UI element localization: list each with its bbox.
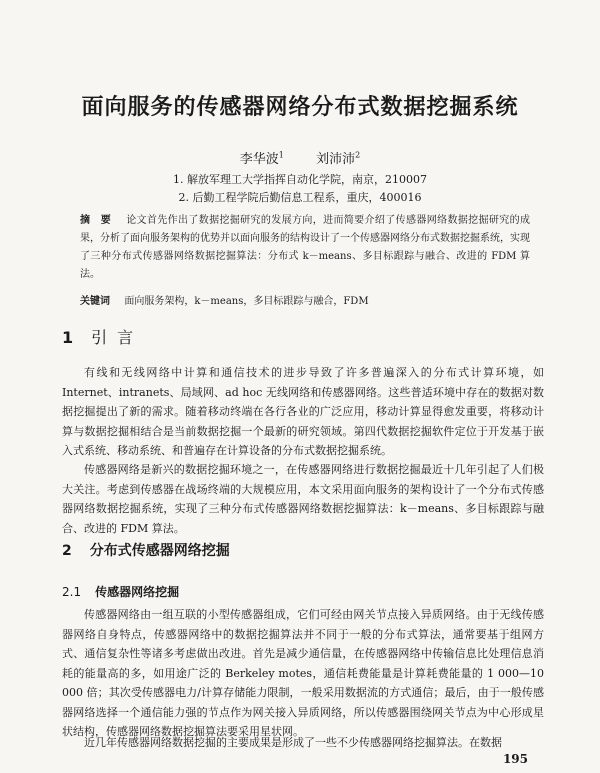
affiliation: 2. 后勤工程学院后勤信息工程系，重庆，400016	[178, 191, 422, 204]
author-affil-mark: 2	[355, 150, 361, 160]
section-heading-intro	[62, 325, 143, 348]
paragraph: 有线和无线网络中计算和通信技术的进步导致了许多普遍深入的分布式计算环境，如 Internet、intranets、局域网、ad hoc 无线网络和传感器网络。这些普适环境中存在的数据对数据挖掘提出了新的需求。随着移动终端在各行各业的广泛应用，移动计算显得愈发重要，将移动计算与数据挖掘相结合是当前数据挖掘一个最新的研究领域。第四代数据挖掘软件定位于开发基于嵌入式系统、移动系统、和普遍存在计算设备的分布式数据挖掘系统。	[62, 366, 544, 457]
authors	[0, 148, 600, 167]
affiliation: 1. 解放军理工大学指挥自动化学院，南京，210007	[173, 173, 427, 186]
author-name: 刘沛沛	[316, 152, 356, 167]
section-heading	[62, 540, 230, 560]
paragraph: 近几年传感器网络数据挖掘的主要成果是形成了一些不少传感器网络挖掘算法。在数据	[84, 736, 502, 749]
subsection-title: 传感器网络挖掘	[95, 585, 180, 599]
section-title: 分布式传感器网络挖掘	[89, 543, 230, 559]
section-number: 1	[62, 328, 74, 347]
abstract	[80, 212, 530, 284]
subsection-number: 2.1	[62, 585, 82, 599]
section-number: 2	[62, 543, 72, 559]
keywords	[80, 292, 530, 307]
author-name: 李华波	[239, 152, 279, 167]
abstract-text: 论文首先作出了数据挖掘研究的发展方向，进而简要介绍了传感器网络数据挖掘研究的成果，分析了面向服务架构的优势并以面向服务的结构设计了一个传感器网络分布式数据挖掘系统，实现了三种分布式传感器网络数据挖掘算法：分布式 k－means、多目标跟踪与融合、改进的 FDM 算法。	[80, 215, 530, 280]
author-affil-mark: 1	[278, 150, 284, 160]
section-title: 引言	[91, 328, 144, 347]
paper-title: 面向服务的传感器网络分布式数据挖掘系统	[81, 95, 519, 120]
paragraph: 传感器网络是新兴的数据挖掘环境之一，在传感器网络进行数据挖掘最近十几年引起了人们极大关注。考虑到传感器在战场终端的大规模应用，本文采用面向服务的架构设计了一个分布式传感器网络数据挖掘系统，实现了三种分布式传感器网络数据挖掘算法：k－means、多目标跟踪与融合、改进的 FDM 算法。	[62, 463, 544, 535]
page-number: 195	[502, 752, 528, 766]
keywords-label: 关键词	[80, 296, 110, 307]
keywords-text: 面向服务架构，k－means，多目标跟踪与融合，FDM	[124, 296, 369, 307]
abstract-label: 摘 要	[80, 215, 112, 226]
subsection-heading	[62, 583, 179, 600]
paragraph: 传感器网络由一组互联的小型传感器组成，它们可经由网关节点接入异质网络。由于无线传感器网络自身特点，传感器网络中的数据挖掘算法并不同于一般的分布式算法，通常要基于组网方式、通信复杂性等诸多考虑做出改进。首先是减少通信量，在传感器网络中传输信息比处理信息消耗的能量高的多，如用途广泛的 Berkeley motes，通信耗费能量是计算耗费能量的 1 000—10 000 倍；其次受传感器电力/计算存储能力限制，一般采用数据流的方式通信；最后，由于一般传感器网络选择一个通信能力强的节点作为网关接入异质网络，所以传感器围绕网关节点为中心形成星状结构，传感器网络数据挖掘算法要采用星状网。	[62, 608, 544, 738]
